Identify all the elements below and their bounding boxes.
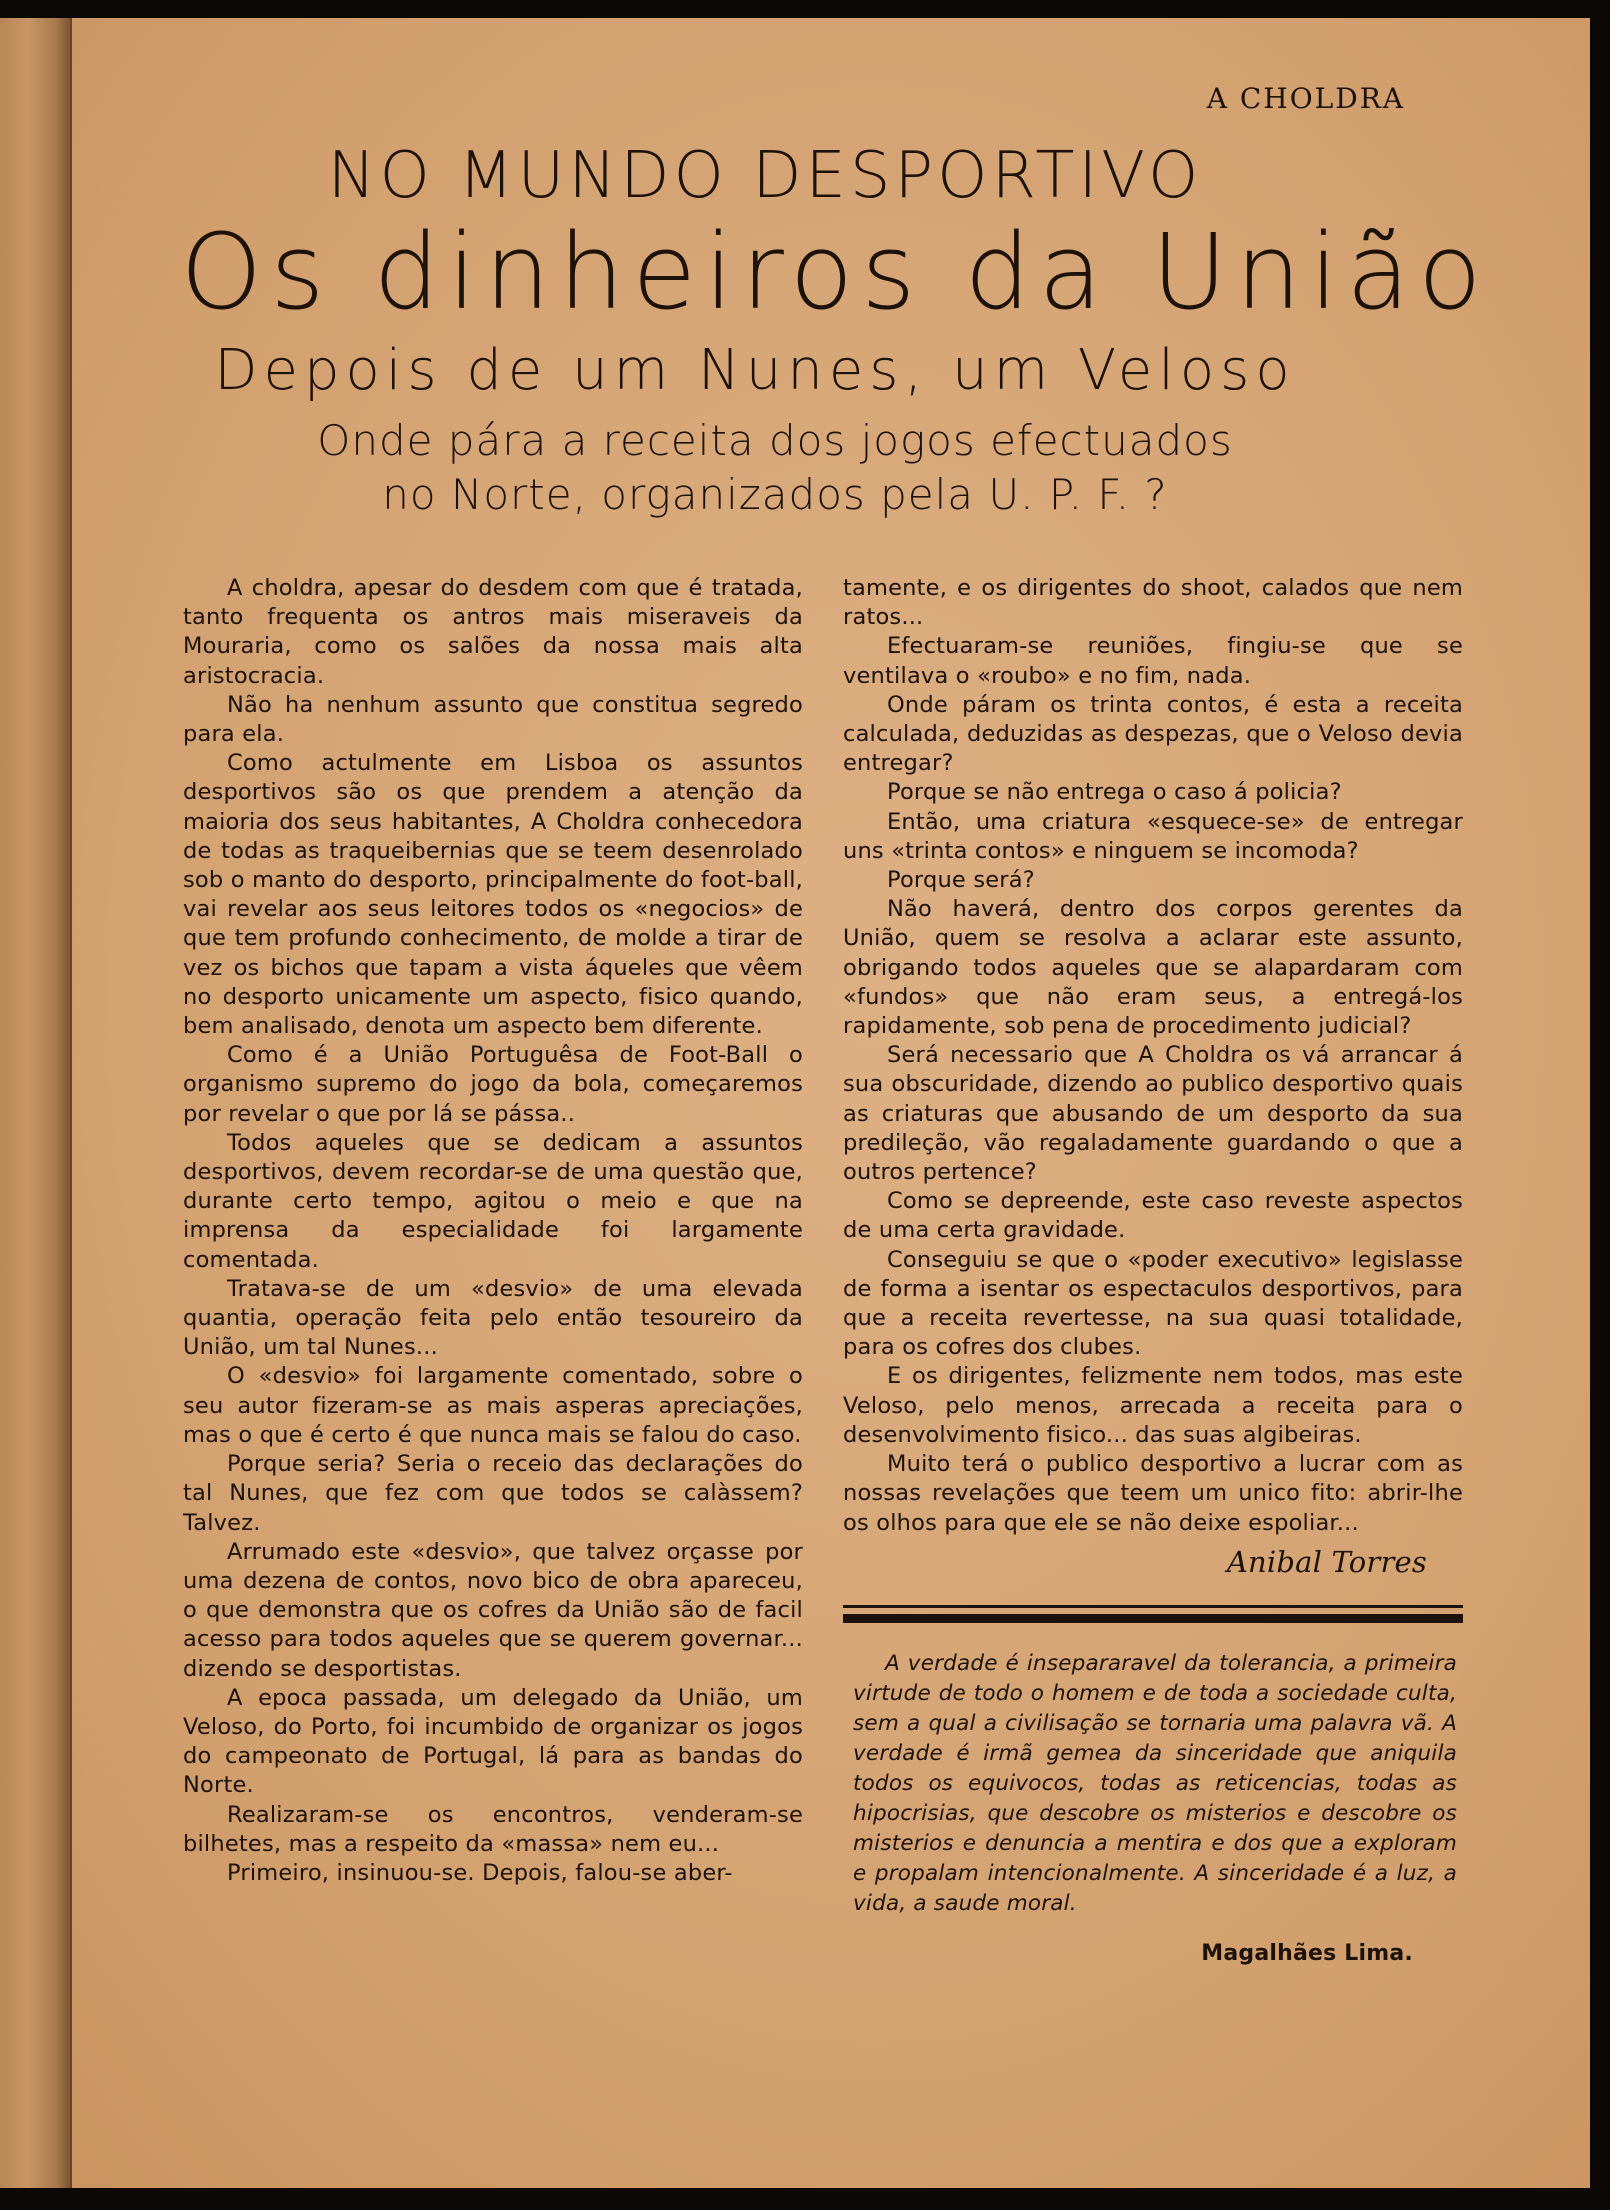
paragraph: Onde páram os trinta contos, é esta a receita calculada, deduzidas as despezas, que o Veloso devia entregar? <box>843 691 1463 777</box>
paragraph: Será necessario que A Choldra os vá arrancar á sua obscuridade, dizendo ao publico desportivo quais as criaturas que abusando de um desporto da sua predileção, vão regaladamente guardando o que a outros pertence? <box>843 1042 1463 1186</box>
paragraph: A epoca passada, um delegado da União, um Veloso, do Porto, foi incumbido de organizar os jogos do campeonato de Portugal, lá para as bandas do Norte. <box>183 1684 803 1799</box>
paragraph: Como actulmente em Lisboa os assuntos desportivos são os que prendem a atenção da maioria dos seus habitantes, A Choldra conhecedora de todas as traqueibernias que se teem desenrolado sob o manto do desporto, principalmente do foot-ball, vai revelar aos seus leitores todos os «negocios» de que tem profundo conhecimento, de molde a tirar de vez os bichos que tapam a vista áqueles que vêem no desporto unicamente um aspecto, fisico quando, bem analisado, denota um aspecto bem diferente. <box>183 750 803 1040</box>
article-subtitle: Depois de um Nunes, um Veloso <box>214 338 1296 403</box>
right-column <box>843 574 1463 1968</box>
paragraph: Porque será? <box>887 867 1035 894</box>
headline-block <box>100 136 1570 522</box>
quote-author: Magalhães Lima. <box>1201 1940 1413 1966</box>
paragraph: Então, uma criatura «esquece-se» de entregar uns «trinta contos» e ninguem se incomoda? <box>843 808 1463 864</box>
paragraph: Todos aqueles que se dedicam a assuntos desportivos, devem recordar-se de uma questão que, durante certo tempo, agitou o meio e que na imprensa da especialidade foi largamente comentada. <box>183 1129 803 1273</box>
paragraph: E os dirigentes, felizmente nem todos, mas este Veloso, pelo menos, arrecada a receita para o desenvolvimento fisico... das suas algibeiras. <box>843 1363 1463 1448</box>
paragraph: Conseguiu se que o «poder executivo» legislasse de forma a isentar os espectaculos desportivos, para que a receita revertesse, na sua quasi totalidade, para os cofres dos clubes. <box>843 1246 1463 1361</box>
deck-line-1: Onde pára a receita dos jogos efectuados <box>317 416 1233 465</box>
page <box>0 18 1590 2188</box>
left-column <box>183 574 803 1888</box>
paragraph: Não ha nenhum assunto que constitua segredo para ela. <box>183 691 803 748</box>
paragraph: Como é a União Portuguêsa de Foot-Ball o organismo supremo do jogo da bola, começaremos por revelar o que por lá se pássa.. <box>183 1042 803 1127</box>
deck-line-2: no Norte, organizados pela U. P. F. ? <box>382 470 1168 519</box>
paragraph: Como se depreende, este caso reveste aspectos de uma certa gravidade. <box>843 1188 1463 1244</box>
paragraph: A choldra, apesar do desdem com que é tratada, tanto frequenta os antros mais miseraveis da Mouraria, como os salões da nossa mais alta aristocracia. <box>183 575 803 689</box>
section-title: NO MUNDO DESPORTIVO <box>327 139 1203 213</box>
masthead: A CHOLDRA <box>1206 82 1405 115</box>
divider-rule <box>843 1605 1463 1608</box>
paragraph: Primeiro, insinuou-se. Depois, falou-se aber- <box>227 1859 733 1886</box>
paragraph: Arrumado este «desvio», que talvez orçasse por uma dezena de contos, novo bico de obra apareceu, o que demonstra que os cofres da União são de facil acesso para todos aqueles que se querem governar... dizendo se desportistas. <box>183 1538 803 1682</box>
paragraph: Porque seria? Seria o receio das declarações do tal Nunes, que fez com que todos se calàssem? Talvez. <box>183 1451 803 1536</box>
article-author: Anibal Torres <box>1226 1544 1427 1579</box>
paragraph: Muito terá o publico desportivo a lucrar com as nossas revelações que teem um unico fito: abrir-lhe os olhos para que ele se não deixe espoliar... <box>843 1451 1463 1536</box>
paragraph: Realizaram-se os encontros, venderam-se bilhetes, mas a respeito da «massa» nem eu... <box>183 1801 803 1857</box>
article-title: Os dinheiros da União <box>180 211 1490 333</box>
paragraph-continuation: tamente, e os dirigentes do shoot, calados que nem ratos... <box>843 575 1463 631</box>
paragraph: O «desvio» foi largamente comentado, sobre o seu autor fizeram-se as mais asperas apreciações, mas o que é certo é que nunca mais se falou do caso. <box>183 1363 803 1448</box>
paragraph: Não haverá, dentro dos corpos gerentes da União, quem se resolva a aclarar este assunto, obrigando todos aqueles que se alapardaram com «fundos» que não eram seus, a entregá-los rapidamente, sob pena de procedimento judicial? <box>843 896 1463 1040</box>
article-deck <box>0 414 1570 522</box>
paragraph: Tratava-se de um «desvio» de uma elevada quantia, operação feita pelo então tesoureiro da União, um tal Nunes... <box>183 1275 803 1361</box>
divider-rule-thick <box>843 1614 1463 1623</box>
paragraph: Efectuaram-se reuniões, fingiu-se que se ventilava o «roubo» e no fim, nada. <box>843 633 1463 689</box>
paragraph: Porque se não entrega o caso á policia? <box>887 779 1342 806</box>
quote-text: A verdade é insepararavel da tolerancia, a primeira virtude de todo o homem e de toda a sociedade culta, sem a qual a civilisação se tornaria uma palavra vã. A verdade é irmã gemea da sinceridade que aniquila todos os equivocos, todas as reticencias, todas as hipocrisias, que descobre os misterios e descobre os misterios e denuncia a mentira e dos que a exploram e propalam intencionalmente. A sinceridade é a luz, a vida, a saude moral. <box>853 1650 1457 1916</box>
